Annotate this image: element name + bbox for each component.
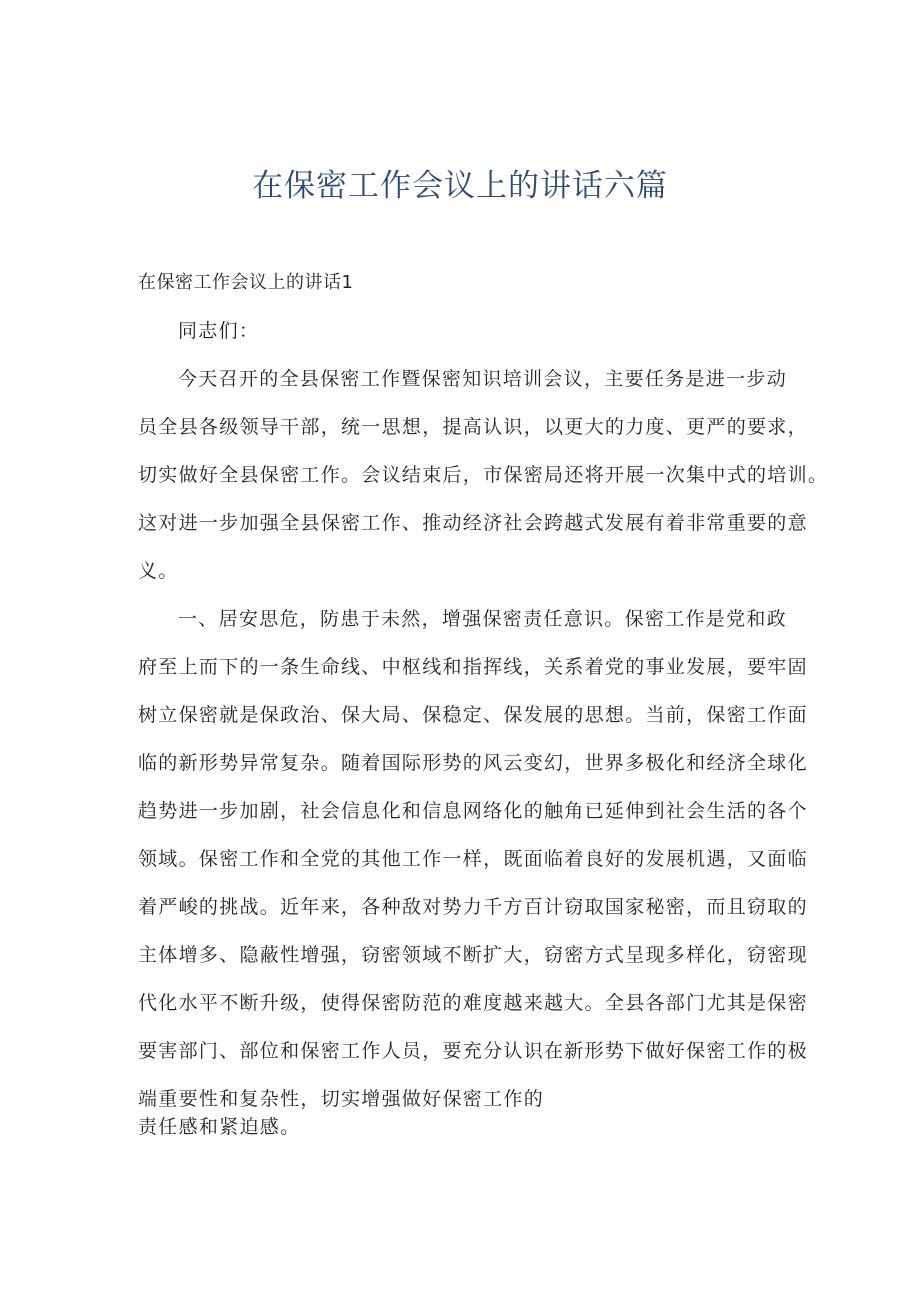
- paragraph-line: 代化水平不断升级，使得保密防范的难度越来越大。全县各部门尤其是保密: [138, 992, 808, 1014]
- paragraph-line: 着严峻的挑战。近年来，各种敌对势力千方百计窃取国家秘密，而且窃取的: [138, 896, 808, 918]
- paragraph-line: 端重要性和复杂性，切实增强做好保密工作的: [138, 1088, 545, 1110]
- paragraph-line: 同志们：: [178, 320, 260, 342]
- section-heading: 在保密工作会议上的讲话1: [138, 272, 354, 293]
- paragraph-line: 趋势进一步加剧，社会信息化和信息网络化的触角已延伸到社会生活的各个: [138, 800, 808, 822]
- paragraph-line: 府至上而下的一条生命线、中枢线和指挥线，关系着党的事业发展，要牢固: [138, 656, 808, 678]
- paragraph-line: 一、居安思危，防患于未然，增强保密责任意识。保密工作是党和政: [178, 608, 788, 630]
- paragraph-line: 领域。保密工作和全党的其他工作一样，既面临着良好的发展机遇，又面临: [138, 848, 808, 870]
- paragraph-line: 这对进一步加强全县保密工作、推动经济社会跨越式发展有着非常重要的意: [138, 512, 808, 534]
- paragraph-line: 义。: [138, 560, 179, 582]
- paragraph-line: 切实做好全县保密工作。会议结束后，市保密局还将开展一次集中式的培训。: [138, 464, 829, 486]
- paragraph-line: 临的新形势异常复杂。随着国际形势的风云变幻，世界多极化和经济全球化: [138, 752, 808, 774]
- paragraph-line: 员全县各级领导干部，统一思想，提高认识，以更大的力度、更严的要求，: [138, 416, 808, 438]
- paragraph-line: 树立保密就是保政治、保大局、保稳定、保发展的思想。当前，保密工作面: [138, 704, 808, 726]
- paragraph-line: 今天召开的全县保密工作暨保密知识培训会议，主要任务是进一步动: [178, 368, 788, 390]
- document-title: 在保密工作会议上的讲话六篇: [252, 168, 668, 204]
- paragraph-line: 责任感和紧迫感。: [138, 1116, 301, 1138]
- paragraph-line: 要害部门、部位和保密工作人员，要充分认识在新形势下做好保密工作的极: [138, 1040, 808, 1062]
- paragraph-line: 主体增多、隐蔽性增强，窃密领域不断扩大，窃密方式呈现多样化，窃密现: [138, 944, 808, 966]
